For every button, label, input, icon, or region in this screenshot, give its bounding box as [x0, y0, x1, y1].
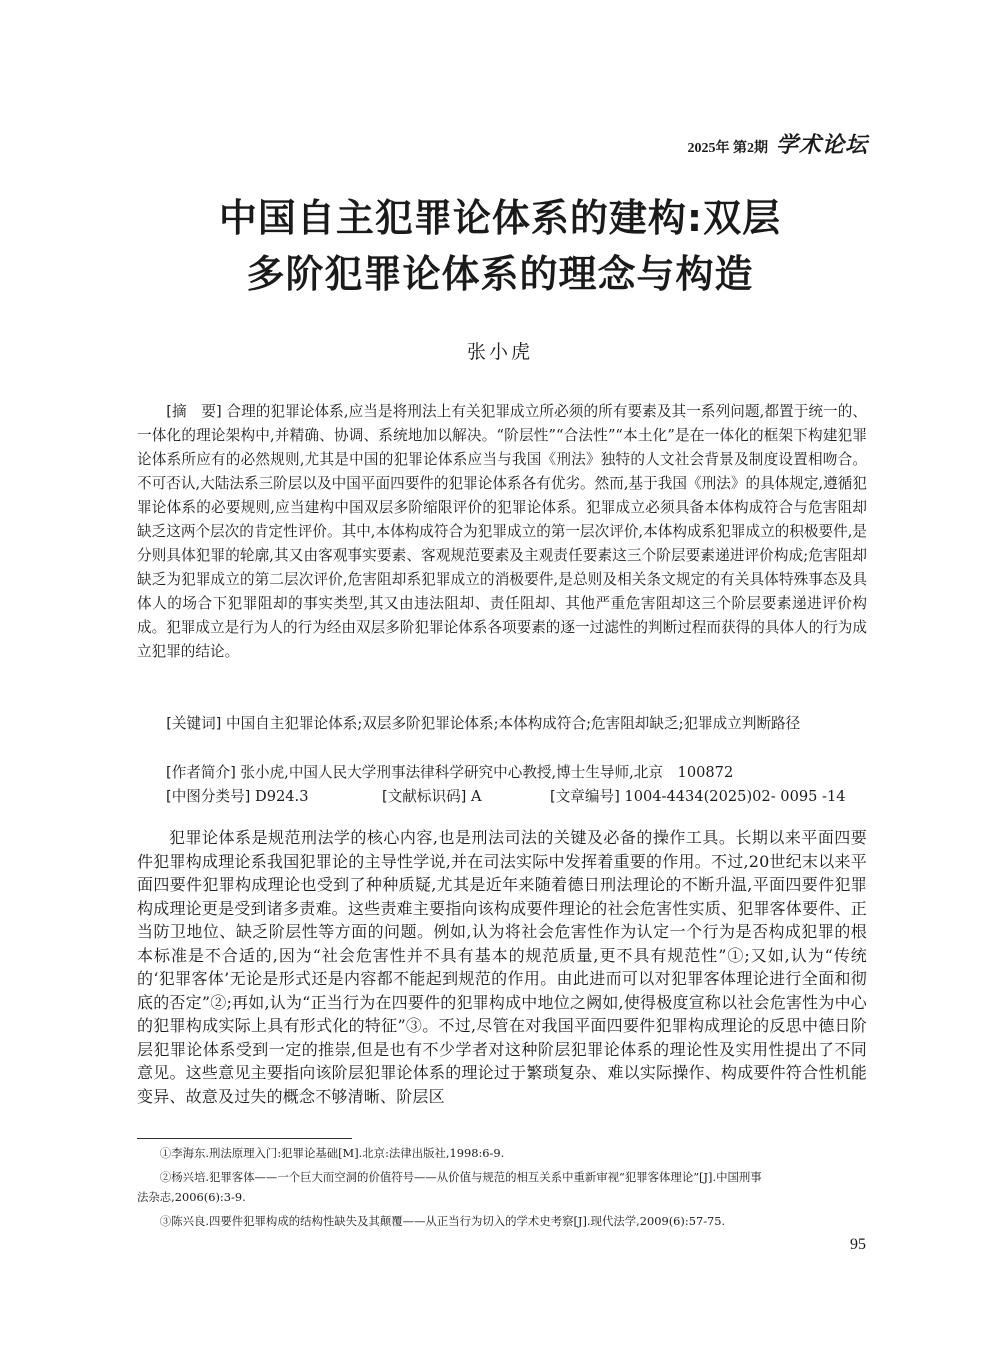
issue-label: 2025年 第2期	[687, 141, 768, 156]
article-number	[550, 785, 846, 809]
author-info	[166, 761, 733, 785]
footnote-1: ①李海东.刑法原理入门:犯罪论基础[M].北京:法律出版社,1998:6-9.	[159, 1146, 505, 1160]
clc-code	[166, 785, 308, 809]
footnote-2-cont: 法杂志,2006(6):3-9.	[137, 1190, 246, 1204]
abstract-label: [摘 要]	[166, 403, 222, 420]
body-paragraph: 犯罪论体系是规范刑法学的核心内容,也是刑法司法的关键及必备的操作工具。长期以来平面四要件犯罪构成理论系我国犯罪论的主导性学说,并在司法实际中发挥着重要的作用。不过,20世纪末以来平面四要件犯罪构成理论也受到了种种质疑,尤其是近年来随着德日刑法理论的不断升温,平面四要件犯罪构成理论更是受到诸多责难。这些责难主要指向该构成要件理论的社会危害性实质、犯罪客体要件、正当防卫地位、缺乏阶层性等方面的问题。例如,认为将社会危害性作为认定一个行为是否构成犯罪的根本标准是不合适的,因为“社会危害性并不具有基本的规范质量,更不具有规范性”①;又如,认为“传统的‘犯罪客体’无论是形式还是内容都不能起到规范的作用。由此进而可以对犯罪客体理论进行全面和彻底的否定”②;再如,认为“正当行为在四要件的犯罪构成中地位之阙如,使得极度宣称以社会危害性为中心的犯罪构成实际上具有形式化的特征”③。不过,尽管在对我国平面四要件犯罪构成理论的反思中德日阶层犯罪论体系受到一定的推崇,但是也有不少学者对这种阶层犯罪论体系的理论性及实用性提出了不同意见。这些意见主要指向该阶层犯罪论体系的理论过于繁琐复杂、难以实际操作、构成要件符合性机能变异、故意及过失的概念不够清晰、阶层区	[137, 828, 867, 1106]
journal-logo: 学术论坛	[775, 132, 868, 158]
keywords-text: 中国自主犯罪论体系;双层多阶犯罪论体系;本体构成符合;危害阻却缺乏;犯罪成立判断路径	[221, 715, 801, 732]
classification-row	[166, 785, 866, 809]
article-label: [文章编号]	[550, 788, 620, 805]
running-header	[687, 128, 868, 159]
abstract-text: 合理的犯罪论体系,应当是将刑法上有关犯罪成立所必须的所有要素及其一系列问题,都置于统一的、一体化的理论架构中,并精确、协调、系统地加以解决。“阶层性”“合法性”“本土化”是在一体化的框架下构建犯罪论体系所应有的必然规则,尤其是中国的犯罪论体系应当与我国《刑法》独特的人文社会背景及制度设置相吻合。不可否认,大陆法系三阶层以及中国平面四要件的犯罪论体系各有优劣。然而,基于我国《刑法》的具体规定,遵循犯罪论体系的必要规则,应当建构中国双层多阶缩限评价的犯罪论体系。犯罪成立必须具备本体构成符合与危害阻却缺乏这两个层次的肯定性评价。其中,本体构成符合为犯罪成立的第一层次评价,本体构成系犯罪成立的积极要件,是分则具体犯罪的轮廓,其又由客观事实要素、客观规范要素及主观责任要素这三个阶层要素递进评价构成;危害阻却缺乏为犯罪成立的第二层次评价,危害阻却系犯罪成立的消极要件,是总则及相关条文规定的有关具体特殊事态及具体人的场合下犯罪阻却的事实类型,其又由违法阻却、责任阻却、其他严重危害阻却这三个阶层要素递进评价构成。犯罪成立是行为人的行为经由双层多阶犯罪论体系各项要素的逐一过滤性的判断过程而获得的具体人的行为成立犯罪的结论。	[137, 403, 868, 660]
article-title	[0, 190, 1000, 302]
footnote-3: ③陈兴良.四要件犯罪构成的结构性缺失及其颠覆——从正当行为切入的学术史考察[J].现代法学,2009(6):57-75.	[159, 1214, 726, 1228]
author-name: 张小虎	[466, 341, 533, 363]
footnote-2: ②杨兴培.犯罪客体——一个巨大而空洞的价值符号——从价值与规范的相互关系中重新审视“犯罪客体理论”[J].中国刑事	[159, 1170, 762, 1184]
doc-value: A	[466, 788, 482, 805]
title-line-1: 中国自主犯罪论体系的建构:双层	[218, 196, 782, 240]
clc-value: D924.3	[250, 788, 309, 805]
author-info-label: [作者简介]	[166, 764, 236, 781]
keywords	[137, 712, 867, 736]
article-value: 1004-4434(2025)02- 0095 -14	[619, 788, 846, 805]
footnotes	[137, 1143, 867, 1235]
doc-code	[382, 785, 482, 809]
page-number: 95	[850, 1236, 866, 1253]
doc-label: [文献标识码]	[382, 788, 467, 805]
author-info-text: 张小虎,中国人民大学刑事法律科学研究中心教授,博士生导师,北京 100872	[235, 764, 734, 781]
abstract	[137, 400, 867, 664]
title-line-2: 多阶犯罪论体系的理念与构造	[246, 252, 754, 296]
footnote-divider	[137, 1138, 352, 1139]
clc-label: [中图分类号]	[166, 788, 251, 805]
keywords-label: [关键词]	[166, 715, 222, 732]
